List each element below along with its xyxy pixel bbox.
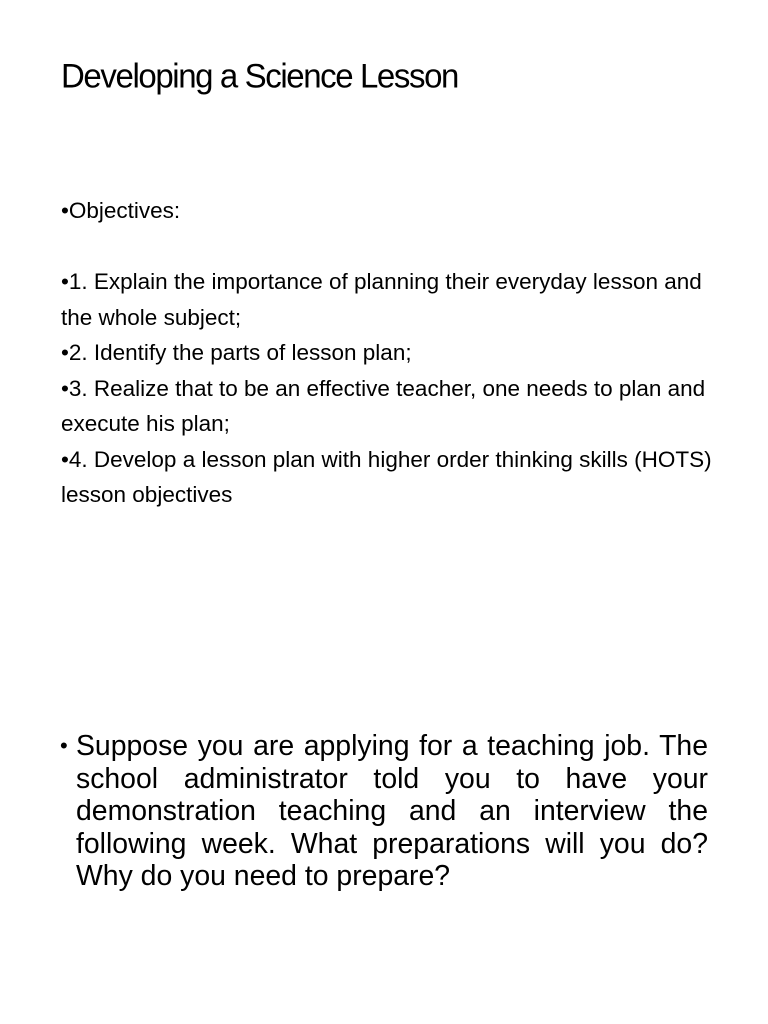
prompt-bullet: • bbox=[60, 733, 68, 758]
objective-item-3: •3. Realize that to be an effective teacher, one needs to plan and execute his plan; bbox=[61, 375, 706, 436]
objectives-section bbox=[61, 193, 721, 513]
objective-item-2: •2. Identify the parts of lesson plan; bbox=[61, 340, 412, 365]
objectives-heading: •Objectives: bbox=[61, 198, 181, 223]
prompt-text: Suppose you are applying for a teaching job. The school administrator told you to have your demonstration teaching and an interview the following week. What preparations will you do? Why do you need to prepare? bbox=[76, 730, 708, 892]
page-title: Developing a Science Lesson bbox=[61, 56, 458, 95]
discussion-prompt bbox=[60, 730, 708, 893]
objective-item-4: •4. Develop a lesson plan with higher order thinking skills (HOTS) lesson objectives bbox=[61, 446, 712, 507]
objective-item-1: •1. Explain the importance of planning their everyday lesson and the whole subject; bbox=[61, 269, 702, 330]
